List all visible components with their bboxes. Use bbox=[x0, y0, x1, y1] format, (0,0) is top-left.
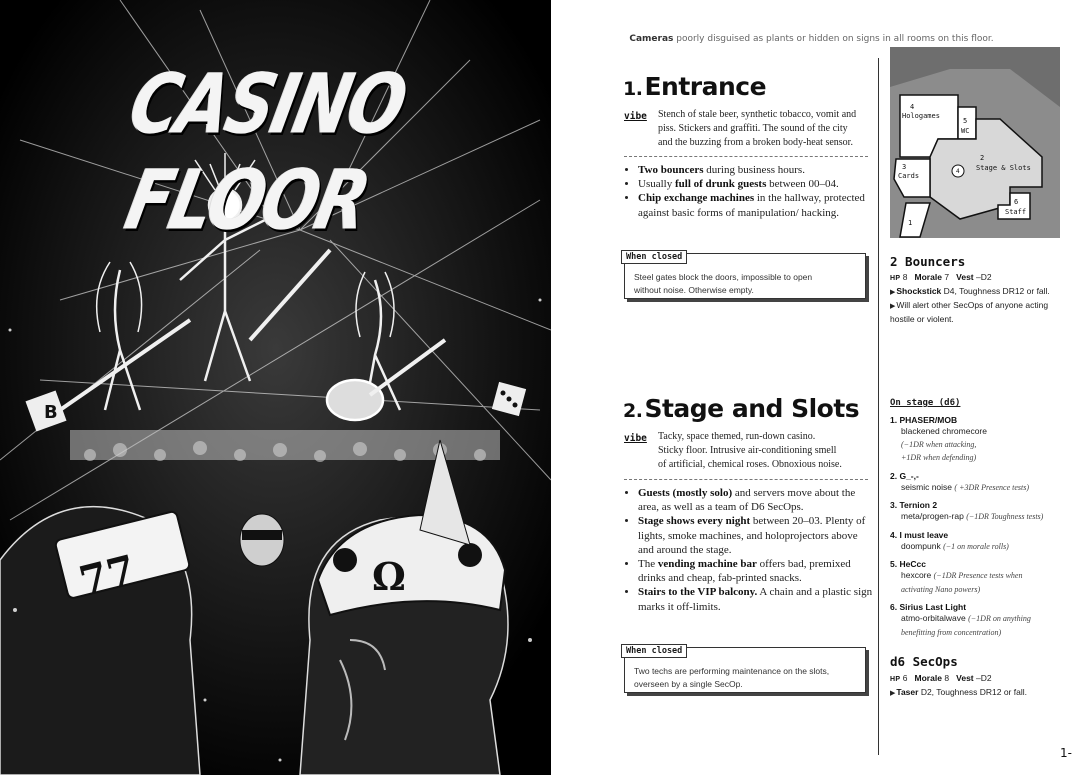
vibe-text-stage bbox=[658, 430, 873, 472]
on-stage-heading: On stage (d6) bbox=[890, 398, 961, 408]
list-item: 3. Ternion 2 meta/progen-rap (−1DR Toughness tests) bbox=[890, 500, 1044, 521]
when-closed-label: When closed bbox=[621, 250, 687, 264]
ability-item: ▶Will alert other SecOps of anyone acting hostile or violent. bbox=[890, 300, 1049, 324]
list-item: 2. G_-,- seismic noise ( +3DR Presence tests) bbox=[890, 470, 1030, 492]
list-item: • The vending machine bar offers bad, premixed drinks and cheap, fab-printed snacks. bbox=[638, 557, 873, 585]
on-stage-list bbox=[890, 415, 1070, 645]
triangle-icon: ▶ bbox=[890, 690, 896, 697]
closed-line: Steel gates block the doors, impossible to open bbox=[634, 272, 813, 282]
when-closed-box-stage bbox=[624, 647, 866, 693]
camera-note-bold: Cameras bbox=[629, 34, 674, 44]
room-page bbox=[551, 0, 1072, 775]
map-room-number: 1 bbox=[908, 219, 913, 227]
list-item: • Two bouncers during business hours. bbox=[638, 163, 873, 177]
map-room-label: Cards bbox=[898, 172, 920, 180]
slot-visor-head bbox=[0, 507, 200, 775]
room-name: Entrance bbox=[644, 72, 767, 101]
map-room-number: 4 bbox=[910, 103, 915, 111]
list-item: 1. PHASER/MOB blackened chromecore (−1DR when attacking, +1DR when defending) bbox=[890, 415, 987, 462]
vibe-line: piss. Stickers and graffiti. The sound of the city bbox=[658, 123, 848, 134]
stage-marker: 4 bbox=[956, 168, 960, 175]
entrance-bullets bbox=[624, 163, 873, 220]
vibe-label: vibe bbox=[624, 433, 647, 444]
closed-line: without noise. Otherwise empty. bbox=[634, 284, 754, 295]
secops-stats: HP 6 Morale 8 Vest –D2 bbox=[890, 673, 992, 683]
map-room-number: 3 bbox=[902, 163, 907, 171]
map-room-number: 6 bbox=[1014, 198, 1019, 206]
room-title-stage bbox=[623, 394, 859, 423]
when-closed-box-entrance bbox=[624, 253, 866, 299]
map-room-label: Staff bbox=[1005, 208, 1027, 216]
vibe-line: Tacky, space themed, run-down casino. bbox=[658, 431, 816, 442]
room-title-entrance bbox=[623, 72, 766, 101]
map-room-label: Stage & Slots bbox=[976, 164, 1031, 172]
triangle-icon: ▶ bbox=[890, 303, 896, 310]
list-item: • Stairs to the VIP balcony. A chain and a plastic sign marks it off-limits. bbox=[638, 585, 873, 613]
when-closed-label: When closed bbox=[621, 644, 687, 658]
vibe-line: Stench of stale beer, synthetic tobacco, vomit and bbox=[658, 109, 857, 120]
vibe-line: Sticky floor. Intrusive air-conditioning smell bbox=[658, 445, 837, 456]
middle-face bbox=[240, 514, 284, 566]
list-item: 4. I must leave doompunk (−1 on morale rolls) bbox=[890, 529, 1009, 551]
die-symbol: B bbox=[44, 402, 58, 423]
bouncers-stats: HP 8 Morale 7 Vest –D2 bbox=[890, 272, 992, 282]
vibe-line: of artificial, chemical roses. Obnoxious noise. bbox=[658, 459, 842, 470]
ability-item: ▶Shockstick D4, Toughness DR12 or fall. bbox=[890, 286, 1050, 296]
camera-note-text: poorly disguised as plants or hidden on signs in all rooms on this floor. bbox=[676, 34, 994, 44]
page-number: 1- bbox=[1060, 746, 1072, 760]
list-item: • Guests (mostly solo) and servers move about the area, as well as a team of D6 SecOps. bbox=[638, 486, 873, 514]
floor-map bbox=[890, 47, 1060, 238]
closed-line: Two techs are performing maintenance on the slots, bbox=[634, 666, 830, 676]
room-name: Stage and Slots bbox=[644, 394, 860, 423]
dashed-divider bbox=[624, 479, 868, 480]
when-closed-text bbox=[634, 665, 857, 690]
when-closed-text bbox=[634, 271, 857, 296]
map-room-label: WC bbox=[961, 127, 970, 135]
room-number: 2. bbox=[623, 400, 643, 422]
secops-title: d6 SecOps bbox=[890, 654, 958, 669]
secops-abilities bbox=[890, 686, 1065, 700]
vibe-label: vibe bbox=[624, 111, 647, 122]
stage-bullets bbox=[624, 486, 873, 614]
slot-symbols: 77 bbox=[74, 546, 141, 606]
ability-item: ▶Taser D2, Toughness DR12 or fall. bbox=[890, 687, 1027, 697]
art-title: CASINO FLOOR bbox=[118, 56, 414, 249]
list-item: • Usually full of drunk guests between 00–04. bbox=[638, 177, 873, 191]
vibe-text-entrance bbox=[658, 108, 873, 150]
camera-note bbox=[551, 34, 1072, 44]
dashed-divider bbox=[624, 156, 868, 157]
list-item: • Stage shows every night between 20–03. Plenty of lights, smoke machines, and holoprojectors above and around the stage. bbox=[638, 514, 873, 557]
bouncers-abilities bbox=[890, 285, 1065, 326]
list-item: 5. HeCcc hexcore (−1DR Presence tests when activating Nano powers) bbox=[890, 559, 1023, 594]
triangle-icon: ▶ bbox=[890, 289, 896, 296]
map-room-number: 2 bbox=[980, 154, 985, 162]
bouncers-title: 2 Bouncers bbox=[890, 254, 966, 269]
map-room-number: 5 bbox=[963, 117, 968, 125]
closed-line: overseen by a single SecOp. bbox=[634, 678, 743, 689]
vibe-line: and the buzzing from a broken body-heat sensor. bbox=[658, 137, 853, 148]
column-divider bbox=[878, 58, 879, 755]
map-room-label: Holog​ames bbox=[902, 112, 940, 120]
list-item: • Chip exchange machines in the hallway, protected against basic forms of manipulation/ hacking. bbox=[638, 191, 873, 219]
room-number: 1. bbox=[623, 78, 643, 100]
omega-symbol: Ω bbox=[372, 554, 406, 599]
list-item: 6. Sirius Last Light atmo-orbitalwave (−1DR on anything benefitting from concentration) bbox=[890, 602, 1031, 637]
